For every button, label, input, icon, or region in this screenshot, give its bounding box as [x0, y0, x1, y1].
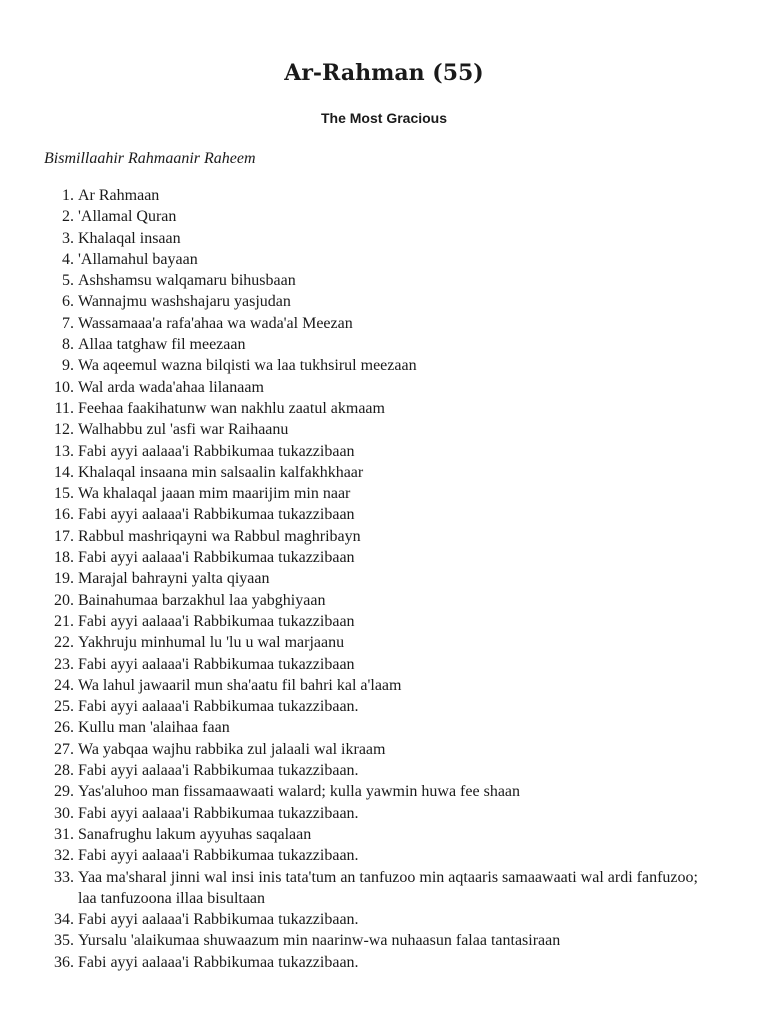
verse-item	[0, 398, 768, 419]
verse-item	[0, 739, 768, 760]
verse-item	[0, 526, 768, 547]
verse-number: 6.	[62, 293, 74, 311]
verse-item	[0, 824, 768, 845]
verse-text: Wannajmu washshajaru yasjudan	[78, 293, 291, 311]
verse-number: 1.	[62, 187, 74, 204]
verse-item	[0, 760, 768, 781]
verse-item	[0, 845, 768, 866]
verse-text: Wa yabqaa wajhu rabbika zul jalaali wal ikraam	[78, 740, 386, 758]
page-title: Ar-Rahman (55)	[284, 60, 484, 86]
verse-text: Wal arda wada'ahaa lilanaam	[78, 378, 264, 396]
verse-item	[0, 867, 768, 910]
verse-text: Wa lahul jawaaril mun sha'aatu fil bahri kal a'laam	[78, 676, 402, 694]
verse-text: Allaa tatghaw fil meezaan	[78, 336, 246, 354]
verse-number: 24.	[54, 676, 74, 694]
verse-text: Sanafrughu lakum ayyuhas saqalaan	[78, 825, 312, 843]
verse-number: 10.	[54, 378, 74, 396]
verse-item	[0, 313, 768, 334]
verse-number: 16.	[54, 506, 74, 524]
verse-number: 5.	[62, 272, 74, 290]
verse-number: 26.	[54, 719, 74, 737]
verse-text: Fabi ayyi aalaaa'i Rabbikumaa tukazzibaan	[78, 442, 355, 460]
verse-number: 9.	[62, 357, 74, 375]
verse-item	[0, 504, 768, 525]
verse-item	[0, 568, 768, 589]
verse-text: Kullu man 'alaihaa faan	[78, 719, 230, 737]
verse-number: 25.	[54, 698, 74, 716]
verse-text: Yaa ma'sharal jinni wal insi inis tata'tum an tanfuzoo min aqtaaris samaawaati wal ardi fanfuzoo; laa tanfuzoona illaa bisultaan	[78, 868, 698, 907]
verse-number: 4.	[62, 250, 74, 268]
intro-text: Bismillaahir Rahmaanir Raheem	[44, 150, 256, 167]
verse-item	[0, 717, 768, 738]
verse-item	[0, 781, 768, 802]
verse-text: Fabi ayyi aalaaa'i Rabbikumaa tukazzibaan.	[78, 911, 359, 929]
verse-number: 13.	[54, 442, 74, 460]
verse-number: 8.	[62, 336, 74, 354]
verse-text: Fabi ayyi aalaaa'i Rabbikumaa tukazzibaan	[78, 655, 355, 673]
verse-number: 21.	[54, 612, 74, 630]
verse-text: Yakhruju minhumal lu 'lu u wal marjaanu	[78, 634, 345, 652]
verse-item	[0, 952, 768, 973]
verse-item	[0, 206, 768, 227]
verse-number: 12.	[54, 421, 74, 439]
verse-number: 19.	[54, 570, 74, 588]
verse-number: 15.	[54, 485, 74, 503]
verse-number: 17.	[54, 527, 74, 545]
verse-item	[0, 228, 768, 249]
verse-number: 31.	[54, 825, 74, 843]
verse-number: 22.	[54, 634, 74, 652]
verse-number: 36.	[54, 953, 74, 971]
verse-number: 7.	[62, 314, 74, 332]
verse-text: Wa khalaqal jaaan mim maarijim min naar	[78, 485, 351, 503]
verse-text: Fabi ayyi aalaaa'i Rabbikumaa tukazzibaan.	[78, 698, 359, 716]
verse-item	[0, 334, 768, 355]
verse-text: Bainahumaa barzakhul laa yabghiyaan	[78, 591, 326, 609]
verse-item	[0, 419, 768, 440]
verse-text: Fabi ayyi aalaaa'i Rabbikumaa tukazzibaan	[78, 549, 355, 567]
verse-text: Fabi ayyi aalaaa'i Rabbikumaa tukazzibaan	[78, 506, 355, 524]
verse-text: Fabi ayyi aalaaa'i Rabbikumaa tukazzibaan.	[78, 804, 359, 822]
verse-text: Fabi ayyi aalaaa'i Rabbikumaa tukazzibaan.	[78, 762, 359, 780]
verse-item	[0, 803, 768, 824]
verse-text: Yas'aluhoo man fissamaawaati walard; kulla yawmin huwa fee shaan	[78, 783, 521, 801]
verse-number: 23.	[54, 655, 74, 673]
page-subtitle: The Most Gracious	[320, 110, 448, 126]
verse-text: Fabi ayyi aalaaa'i Rabbikumaa tukazzibaan.	[78, 847, 359, 865]
verse-item	[0, 270, 768, 291]
verse-number: 14.	[54, 463, 74, 481]
verse-item	[0, 590, 768, 611]
verse-text: Wa aqeemul wazna bilqisti wa laa tukhsirul meezaan	[78, 357, 417, 375]
verse-item	[0, 611, 768, 632]
verse-number: 29.	[54, 783, 74, 801]
verse-text: Walhabbu zul 'asfi war Raihaanu	[78, 421, 289, 439]
verse-number: 34.	[54, 911, 74, 929]
verse-text: Yursalu 'alaikumaa shuwaazum min naarinw-wa nuhaasun falaa tantasiraan	[78, 932, 561, 950]
verse-item	[0, 185, 768, 206]
verse-number: 30.	[54, 804, 74, 822]
verse-item	[0, 441, 768, 462]
verse-text: Ar Rahmaan	[78, 187, 160, 204]
verse-item	[0, 462, 768, 483]
verse-text: Ashshamsu walqamaru bihusbaan	[78, 272, 296, 290]
verse-text: Rabbul mashriqayni wa Rabbul maghribayn	[78, 527, 361, 545]
verse-number: 20.	[54, 591, 74, 609]
verse-text: Marajal bahrayni yalta qiyaan	[78, 570, 270, 588]
verse-item	[0, 909, 768, 930]
verse-item	[0, 696, 768, 717]
verse-text: Wassamaaa'a rafa'ahaa wa wada'al Meezan	[78, 314, 353, 332]
verse-number: 32.	[54, 847, 74, 865]
verse-item	[0, 355, 768, 376]
verse-item	[0, 291, 768, 312]
verse-text: 'Allamahul bayaan	[78, 250, 198, 268]
verse-text: 'Allamal Quran	[78, 208, 177, 226]
verse-item	[0, 930, 768, 951]
verse-item	[0, 377, 768, 398]
verse-item	[0, 483, 768, 504]
verse-item	[0, 654, 768, 675]
verse-number: 11.	[54, 399, 74, 417]
verse-list	[0, 185, 768, 973]
verse-text: Feehaa faakihatunw wan nakhlu zaatul akmaam	[78, 399, 385, 417]
verse-item	[0, 249, 768, 270]
verse-text: Fabi ayyi aalaaa'i Rabbikumaa tukazzibaan	[78, 612, 355, 630]
verse-number: 2.	[62, 208, 74, 226]
verse-item	[0, 675, 768, 696]
verse-text: Fabi ayyi aalaaa'i Rabbikumaa tukazzibaan.	[78, 953, 359, 971]
verse-item	[0, 547, 768, 568]
verse-number: 27.	[54, 740, 74, 758]
verse-text: Khalaqal insaana min salsaalin kalfakhkhaar	[78, 463, 364, 481]
verse-number: 35.	[54, 932, 74, 950]
verse-text: Khalaqal insaan	[78, 229, 181, 247]
verse-number: 18.	[54, 549, 74, 567]
verse-item	[0, 632, 768, 653]
verse-number: 3.	[62, 229, 74, 247]
verse-number: 28.	[54, 762, 74, 780]
verse-number: 33.	[54, 868, 74, 886]
